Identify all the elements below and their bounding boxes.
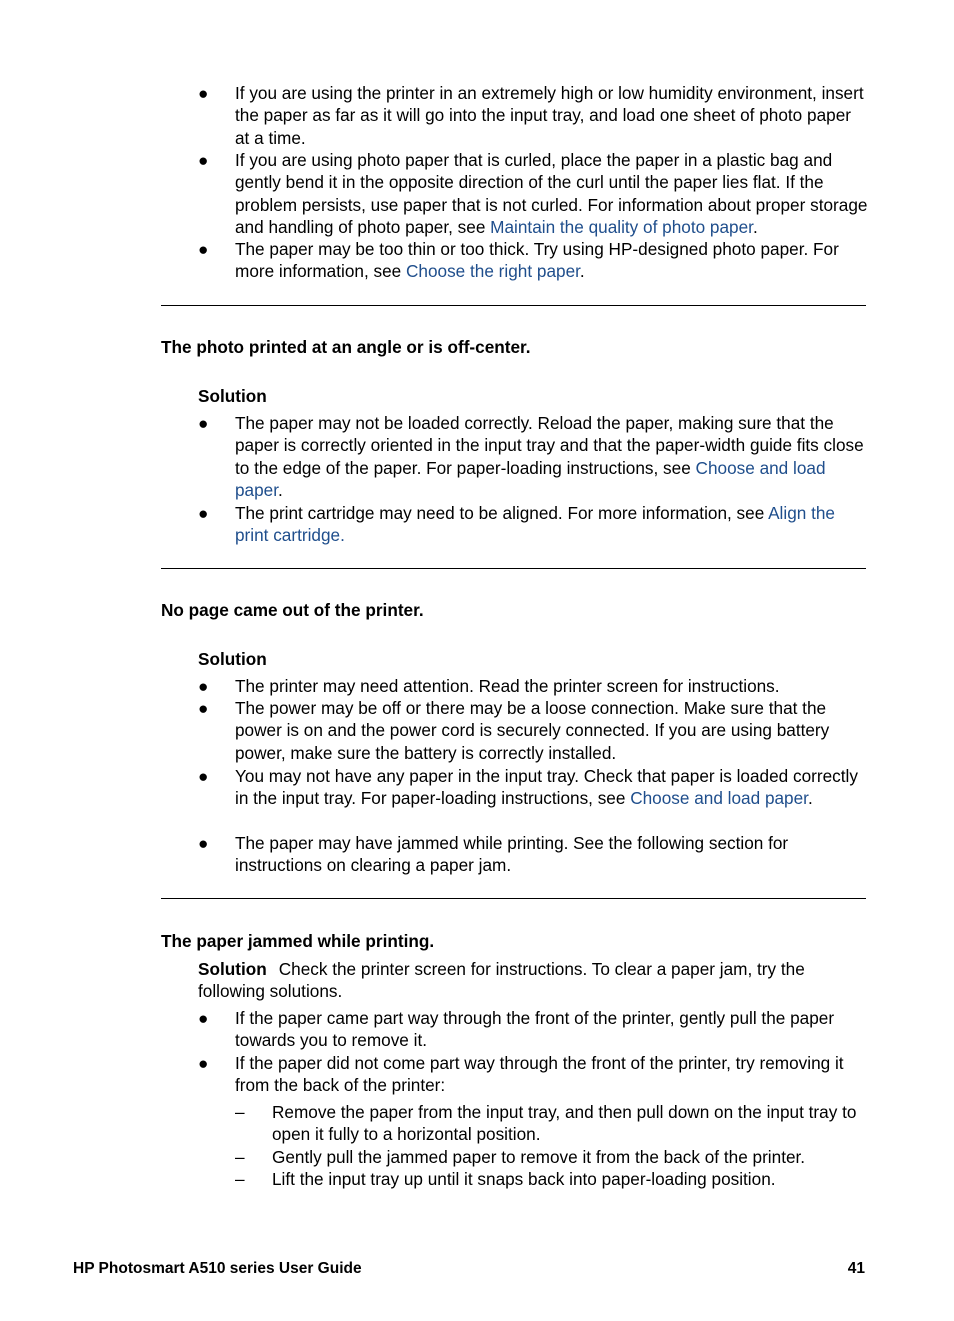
list-item-text: The paper may not be loaded correctly. Reload the paper, making sure that the paper is correctly oriented in the input tray and that the paper-width guide fits close to the edge of the paper. For paper-loading instructions, see Choose and load paper. xyxy=(235,413,864,501)
solution-label: Solution xyxy=(198,959,267,979)
bullet-icon: ● xyxy=(198,150,209,170)
sub-list-item-text: Gently pull the jammed paper to remove it from the back of the printer. xyxy=(272,1147,806,1167)
bullet-icon: ● xyxy=(198,83,209,103)
list-item-text: If the paper did not come part way through the front of the printer, try removing it from the back of the printer: xyxy=(235,1053,844,1096)
link-choose-load-paper[interactable]: Choose and load paper xyxy=(235,457,826,501)
divider xyxy=(161,568,866,569)
list-item-text: The paper may be too thin or too thick. Try using HP-designed photo paper. For more information, see Choose the right paper. xyxy=(235,239,839,282)
link-choose-load-paper[interactable]: Choose and load paper xyxy=(630,788,808,809)
section-heading: The paper jammed while printing. xyxy=(161,931,435,951)
footer-title: HP Photosmart A510 series User Guide xyxy=(73,1260,362,1277)
bullet-icon: ● xyxy=(198,413,209,433)
section-heading: No page came out of the printer. xyxy=(161,600,424,620)
list-item-text: If you are using the printer in an extremely high or low humidity environment, insert the paper as far as it will go into the input tray, and load one sheet of photo paper at a time. xyxy=(235,83,864,148)
divider xyxy=(161,305,866,306)
bullet-icon: ● xyxy=(198,503,209,523)
bullet-icon: ● xyxy=(198,766,209,786)
bullet-icon: ● xyxy=(198,698,209,718)
bullet-icon: ● xyxy=(198,1053,209,1073)
sub-list-item-text: Lift the input tray up until it snaps back into paper-loading position. xyxy=(272,1169,776,1189)
list-item-text: The power may be off or there may be a loose connection. Make sure that the power is on and the power cord is securely connected. If you are using battery power, make sure the battery is correctly installed. xyxy=(235,698,830,763)
solution-label: Solution xyxy=(198,649,267,669)
page-number: 41 xyxy=(847,1260,865,1277)
link-choose-right-paper[interactable]: Choose the right paper xyxy=(406,261,580,282)
list-item-text: The print cartridge may need to be aligned. For more information, see Align the print cartridge. xyxy=(235,503,835,546)
bullet-icon: ● xyxy=(198,239,209,259)
list-item-text: The printer may need attention. Read the printer screen for instructions. xyxy=(235,676,780,696)
dash-icon: – xyxy=(235,1102,245,1122)
section-heading: The photo printed at an angle or is off-center. xyxy=(161,337,531,357)
list-item-text: If the paper came part way through the front of the printer, gently pull the paper towards you to remove it. xyxy=(235,1008,835,1051)
bullet-icon: ● xyxy=(198,676,209,696)
solution-paragraph: Solution Check the printer screen for instructions. To clear a paper jam, try the following solutions. xyxy=(198,959,805,1002)
divider xyxy=(161,898,866,899)
link-maintain-quality[interactable]: Maintain the quality of photo paper xyxy=(490,217,753,238)
link-align-cartridge[interactable]: Align the print cartridge. xyxy=(235,503,835,546)
dash-icon: – xyxy=(235,1147,245,1167)
list-item-text: The paper may have jammed while printing. See the following section for instructions on clearing a paper jam. xyxy=(235,833,789,876)
sub-list-item-text: Remove the paper from the input tray, and then pull down on the input tray to open it fully to a horizontal position. xyxy=(272,1102,857,1145)
bullet-icon: ● xyxy=(198,833,209,853)
list-item-text: If you are using photo paper that is curled, place the paper in a plastic bag and gently bend it in the opposite direction of the curl until the paper lies flat. If the problem persists, use paper that is not curled. For information about proper storage and handling of photo paper, see Maintain the quality of photo paper. xyxy=(235,150,868,238)
bullet-icon: ● xyxy=(198,1008,209,1028)
list-item-text: You may not have any paper in the input tray. Check that paper is loaded correctly in the input tray. For paper-loading instructions, see Choose and load paper. xyxy=(235,766,858,809)
solution-label: Solution xyxy=(198,386,267,406)
dash-icon: – xyxy=(235,1169,245,1189)
